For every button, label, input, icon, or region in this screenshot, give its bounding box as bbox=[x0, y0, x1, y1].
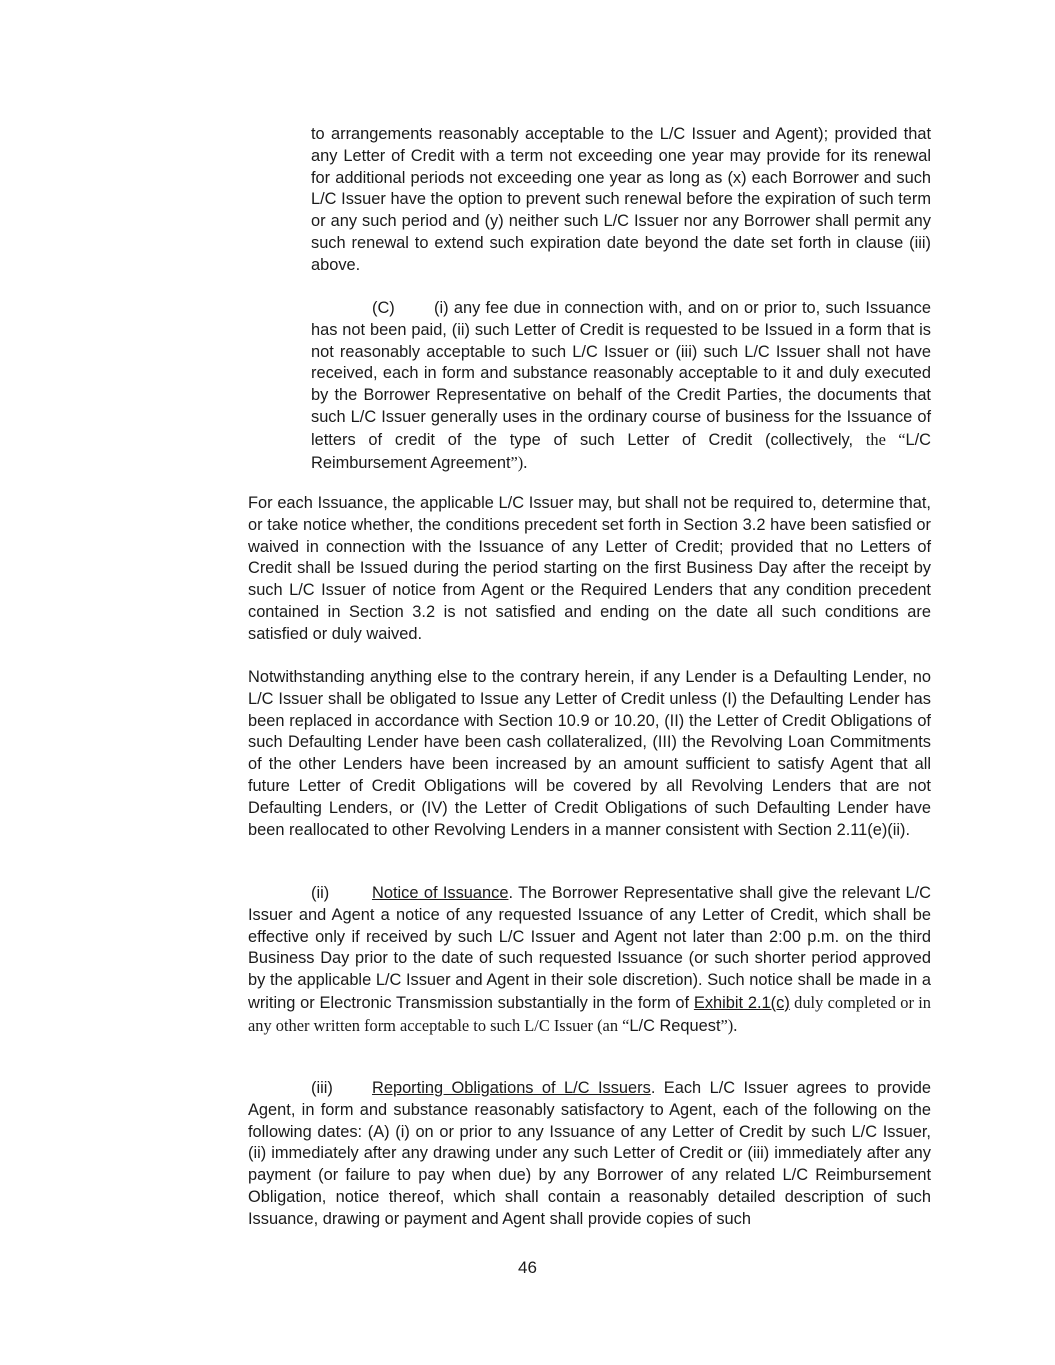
section-heading: Reporting Obligations of L/C Issuers bbox=[372, 1079, 651, 1097]
page-number: 46 bbox=[518, 1258, 537, 1277]
defined-term: L/C Request bbox=[629, 1016, 721, 1035]
exhibit-reference: Exhibit 2.1(c) bbox=[693, 993, 790, 1012]
quote-open: the “ bbox=[865, 429, 906, 449]
paragraph-defaulting-lender bbox=[248, 667, 931, 841]
quote-close: ”). bbox=[720, 1015, 738, 1035]
paragraph-reporting-obligations bbox=[248, 1078, 931, 1231]
paragraph-issuance-conditions bbox=[248, 493, 931, 646]
quote-close: ”). bbox=[510, 452, 528, 472]
paragraph-text: to arrangements reasonably acceptable to the L/C Issuer and Agent); provided that any Letter of Credit with a term not exceeding one year may provide for its renewal for additional periods not exceeding one year as long as (x) each Borrower and such L/C Issuer have the option to prevent such renewal before the expiration of such term or any such period and (y) neither such L/C Issuer nor any Borrower shall permit any such renewal to extend such expiration date beyond the date set forth in clause (iii) above. bbox=[311, 125, 931, 274]
paragraph-clause-c bbox=[311, 298, 931, 474]
paragraph-text: Notwithstanding anything else to the contrary herein, if any Lender is a Defaulting Lender, no L/C Issuer shall be obligated to Issue any Letter of Credit unless (I) the Defaulting Lender has been replaced in accordance with Section 10.9 or 10.20, (II) the Letter of Credit Obligations of such Defaulting Lender have been cash collateralized, (III) the Revolving Loan Commitments of the other Lenders have been increased by an amount sufficient to satisfy Agent that all future Letter of Credit Obligations will be covered by all Revolving Lenders that are not Defaulting Lenders, or (IV) the Letter of Credit Obligations of such Defaulting Lender have been reallocated to other Revolving Lenders in a manner consistent with Section 2.11(e)(ii). bbox=[248, 668, 931, 839]
paragraph-text-cont: duly completed or in any other written form acceptable to such L/C Issuer (an “ bbox=[248, 992, 931, 1035]
paragraph-text: . Each L/C Issuer agrees to provide Agent, in form and substance reasonably satisfactory to Agent, each of the following on the following dates: (A) (i) on or prior to any Issuance of any Letter of Credit by such L/C Issuer, (ii) immediately after any drawing under any such Letter of Credit or (iii) immediately after any payment (or failure to pay when due) by any Borrower of any related L/C Reimbursement Obligation, notice thereof, which shall contain a reasonably detailed description of such Issuance, drawing or payment and Agent shall provide copies of such bbox=[248, 1079, 932, 1228]
section-marker: (iii) bbox=[311, 1079, 333, 1097]
paragraph-text: For each Issuance, the applicable L/C Issuer may, but shall not be required to, determine that, or take notice whether, the conditions precedent set forth in Section 3.2 have been satisfied or waived in connection with the Issuance of any Letter of Credit; provided that no Letters of Credit shall be Issued during the period starting on the first Business Day after the receipt by such L/C Issuer of notice from Agent or the Required Lenders that any condition precedent contained in Section 3.2 is not satisfied and ending on the date all such conditions are satisfied or duly waived. bbox=[248, 494, 931, 643]
defined-term: L/C Reimbursement Agreement bbox=[311, 430, 931, 472]
paragraph-renewal-terms bbox=[311, 124, 931, 277]
paragraph-text: (i) any fee due in connection with, and on or prior to, such Issuance has not been paid, (ii) such Letter of Credit is requested to be Issued in a form that is not reasonably acceptable to such L/C Issuer or (iii) such L/C Issuer shall not have received, each in form and substance reasonably acceptable to it and duly executed by the Borrower Representative on behalf of the Credit Parties, the documents that such L/C Issuer generally uses in the ordinary course of business for the Issuance of letters of credit of the type of such Letter of Credit (collectively, bbox=[311, 299, 931, 449]
section-marker: (ii) bbox=[311, 884, 330, 902]
section-heading: Notice of Issuance bbox=[372, 884, 509, 902]
clause-marker: (C) bbox=[372, 299, 395, 317]
paragraph-notice-of-issuance bbox=[248, 883, 931, 1038]
paragraph-text: . The Borrower Representative shall give the relevant L/C Issuer and Agent a notice of any requested Issuance of any Letter of Credit, which shall be effective only if received by such L/C Issuer and Agent not later than 2:00 p.m. on the third Business Day prior to the date of such requested Issuance (or such shorter period approved by the applicable L/C Issuer and Agent in their sole discretion). Such notice shall be made in a writing or Electronic Transmission substantially in the form of bbox=[248, 884, 931, 1012]
